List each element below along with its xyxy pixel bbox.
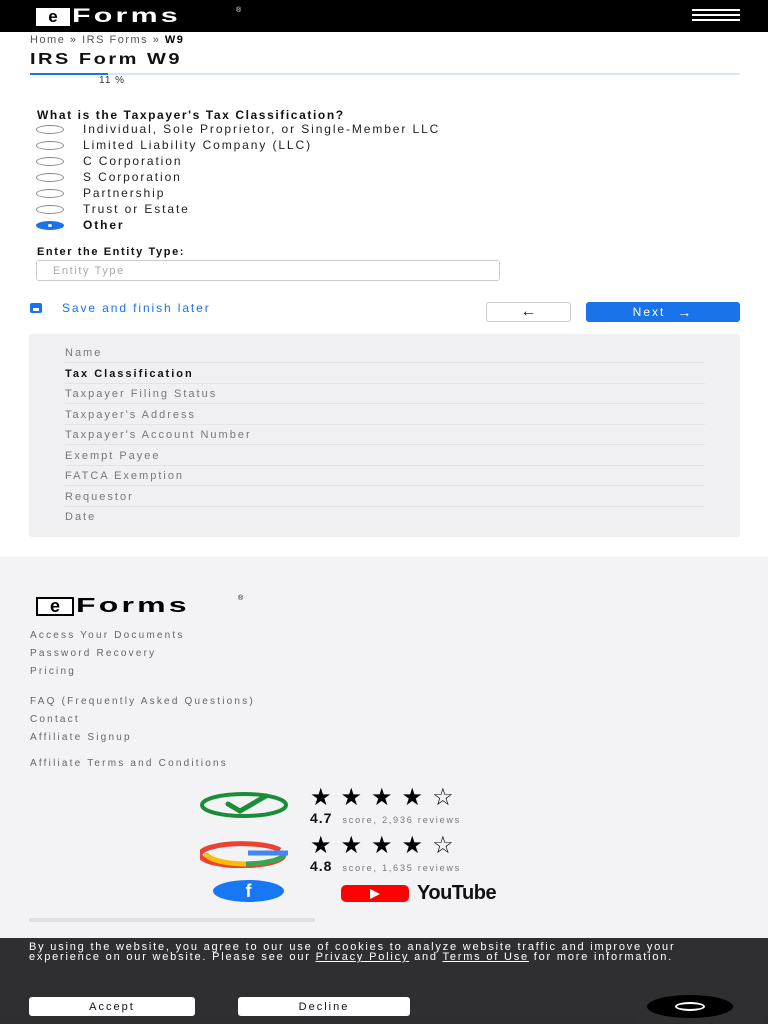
youtube-label: YouTube (417, 882, 497, 904)
entity-type-input[interactable] (36, 260, 500, 281)
page-title: IRS Form W9 (30, 51, 182, 68)
decline-cookies-button[interactable]: Decline (238, 997, 410, 1016)
radio-option-other[interactable] (36, 217, 125, 233)
step-fatca-exemption[interactable]: FATCA Exemption (65, 466, 705, 486)
shopper-approved-icon (200, 790, 292, 820)
footer-link-affiliate-signup[interactable]: Affiliate Signup (30, 732, 132, 743)
progress-bar-fill (30, 73, 108, 75)
back-button[interactable] (486, 302, 571, 322)
progress-bar (30, 73, 740, 75)
progress-label: 11 % (99, 75, 126, 86)
logo-e-mark: e (36, 597, 74, 616)
radio-option-individual[interactable] (36, 121, 440, 137)
step-taxpayer-account-number[interactable]: Taxpayer's Account Number (65, 425, 705, 445)
cookie-text: for more information. (528, 951, 674, 963)
footer-link-faq[interactable]: FAQ (Frequently Asked Questions) (30, 696, 255, 707)
cookie-text: and (409, 951, 443, 963)
radio-button-selected[interactable] (36, 221, 64, 230)
logo-forms-text: Forms (72, 5, 181, 27)
rating-review-count: score, 2,936 reviews (342, 815, 462, 825)
google-g-icon (200, 838, 292, 868)
logo-registered-mark: ® (236, 7, 242, 14)
breadcrumb (30, 34, 184, 46)
rating-review-count: score, 1,635 reviews (342, 863, 462, 873)
footer-eforms-logo[interactable] (36, 595, 244, 618)
accept-cookies-button[interactable]: Accept (29, 997, 195, 1016)
radio-label: S Corporation (83, 170, 182, 184)
step-name[interactable]: Name (65, 343, 705, 363)
entity-type-label: Enter the Entity Type: (37, 246, 186, 258)
shopper-approved-rating[interactable] (200, 784, 463, 826)
radio-label: Partnership (83, 186, 166, 200)
radio-label: Trust or Estate (83, 202, 190, 216)
radio-option-trust-or-estate[interactable] (36, 201, 190, 217)
step-taxpayer-filing-status[interactable]: Taxpayer Filing Status (65, 384, 705, 404)
cookie-consent-banner (0, 938, 768, 1024)
radio-option-s-corporation[interactable] (36, 169, 182, 185)
footer-divider (29, 918, 315, 922)
radio-option-llc[interactable] (36, 137, 312, 153)
youtube-link[interactable] (341, 882, 496, 905)
breadcrumb-separator: » (69, 34, 78, 46)
radio-label: Individual, Sole Proprietor, or Single-Member LLC (83, 122, 441, 136)
privacy-policy-link[interactable]: Privacy Policy (315, 951, 410, 963)
save-and-finish-later-link[interactable] (30, 301, 211, 315)
star-rating: ★★★★☆ (310, 784, 463, 811)
top-navigation-bar (0, 0, 768, 32)
question-label: What is the Taxpayer's Tax Classification? (37, 108, 345, 122)
youtube-play-icon (341, 885, 409, 902)
radio-button[interactable] (36, 125, 64, 134)
footer-link-pricing[interactable]: Pricing (30, 666, 76, 677)
radio-button[interactable] (36, 141, 64, 150)
step-date[interactable]: Date (65, 511, 97, 523)
breadcrumb-home[interactable]: Home (30, 34, 66, 46)
radio-label: C Corporation (83, 154, 183, 168)
breadcrumb-irs-forms[interactable]: IRS Forms (82, 34, 149, 46)
step-taxpayer-address[interactable]: Taxpayer's Address (65, 405, 705, 425)
footer-link-contact[interactable]: Contact (30, 714, 80, 725)
next-button[interactable] (586, 302, 740, 322)
save-link-label: Save and finish later (62, 301, 211, 315)
radio-button[interactable] (36, 173, 64, 182)
footer-link-access-documents[interactable]: Access Your Documents (30, 630, 185, 641)
radio-button[interactable] (36, 205, 64, 214)
footer-link-password-recovery[interactable]: Password Recovery (30, 648, 157, 659)
cookie-message (29, 942, 739, 962)
footer-link-affiliate-terms[interactable]: Affiliate Terms and Conditions (30, 758, 228, 769)
step-requestor[interactable]: Requestor (65, 487, 705, 507)
radio-button[interactable] (36, 157, 64, 166)
rating-score: 4.7 (310, 810, 333, 826)
radio-label: Other (83, 218, 125, 232)
breadcrumb-separator: » (152, 34, 161, 46)
chat-bubble-icon (675, 1002, 705, 1011)
rating-score: 4.8 (310, 858, 333, 874)
next-button-label: Next (632, 305, 666, 319)
step-exempt-payee[interactable]: Exempt Payee (65, 446, 705, 466)
hamburger-icon[interactable] (692, 9, 740, 23)
radio-option-partnership[interactable] (36, 185, 165, 201)
radio-option-c-corporation[interactable] (36, 153, 182, 169)
eforms-logo[interactable] (36, 5, 242, 27)
logo-e-mark: e (36, 8, 70, 26)
facebook-icon[interactable]: f (213, 880, 284, 902)
breadcrumb-current: W9 (164, 34, 185, 46)
chat-button[interactable] (647, 995, 733, 1018)
form-steps-panel (29, 334, 740, 537)
radio-button[interactable] (36, 189, 64, 198)
arrow-left-icon: ← (520, 303, 537, 320)
logo-registered-mark: ® (238, 595, 244, 602)
arrow-right-icon: → (677, 304, 694, 320)
terms-of-use-link[interactable]: Terms of Use (442, 951, 529, 963)
google-rating[interactable] (200, 832, 463, 874)
step-tax-classification[interactable]: Tax Classification (65, 364, 705, 384)
cookie-text: By using the website, you agree to our use of cookies to analyze website traffic and improve your experience on our website. Please see our (29, 941, 676, 963)
logo-forms-text: Forms (76, 595, 190, 617)
radio-label: Limited Liability Company (LLC) (83, 138, 312, 152)
save-icon (30, 303, 42, 313)
star-rating: ★★★★☆ (310, 832, 463, 859)
